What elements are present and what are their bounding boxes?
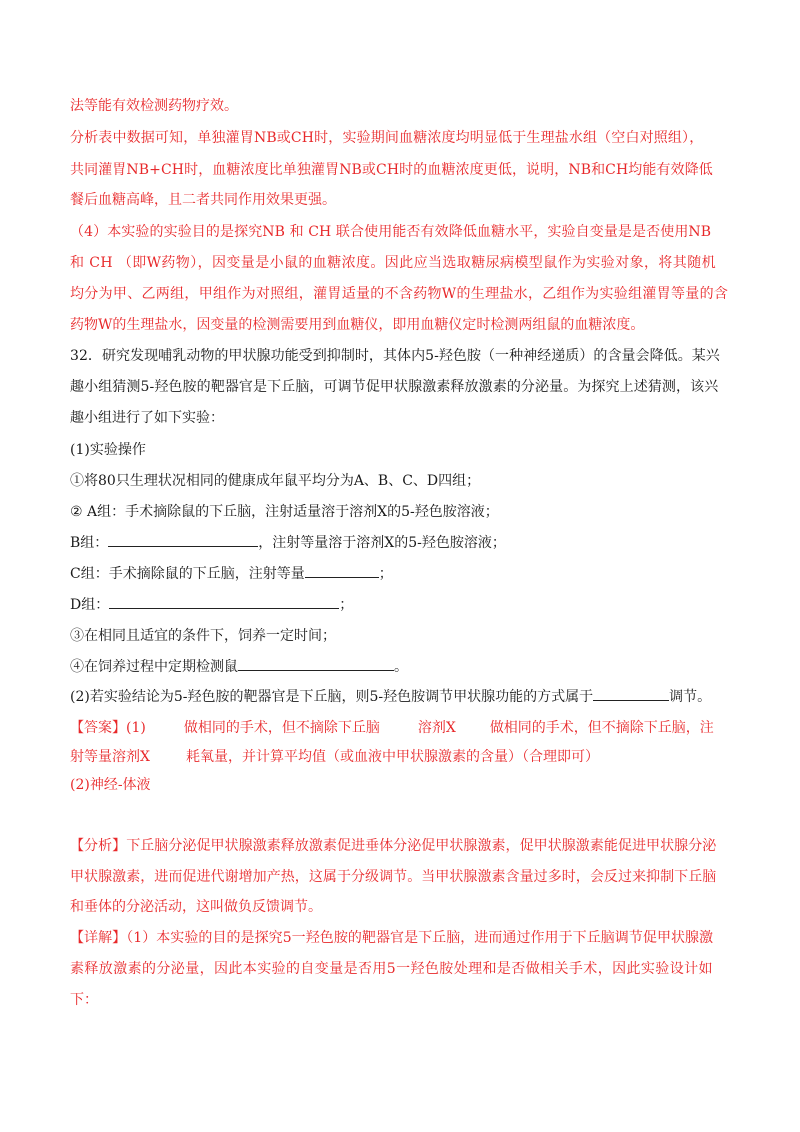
- text-line: 趣小组进行了如下实验：: [70, 410, 224, 426]
- text-line: 法等能有效检测药物疗效。: [70, 98, 238, 114]
- text-line: 和 CH （即W药物），因变量是小鼠的血糖浓度。因此应当选取糖尿病模型鼠作为实验对象，将其随机: [70, 255, 717, 271]
- label: 调节。: [669, 689, 712, 705]
- label: (2)若实验结论为5-羟色胺的靶器官是下丘脑，则5-羟色胺调节甲状腺功能的方式属于: [70, 689, 594, 705]
- label: B组：: [70, 535, 109, 551]
- text-line: 药物W的生理盐水，因变量的检测需要用到血糖仪，即用血糖仪定时检测两组鼠的血糖浓度。: [70, 317, 645, 333]
- fill-blank[interactable]: [109, 594, 339, 609]
- text-line: ② A组：手术摘除鼠的下丘脑，注射适量溶于溶剂X的5-羟色胺溶液；: [70, 504, 499, 520]
- label: ；: [339, 597, 354, 613]
- question-part-2: [70, 686, 711, 707]
- text-line: ③在相同且适宜的条件下，饲养一定时间；: [70, 628, 336, 644]
- text-line: 素释放激素的分泌量，因此本实验的自变量是否用5一羟色胺处理和是否做相关手术，因此实验设计如: [70, 961, 713, 977]
- label: ，注射等量溶于溶剂X的5-羟色胺溶液；: [258, 535, 506, 551]
- text-line: 下：: [70, 992, 98, 1008]
- group-b-line: [70, 532, 506, 553]
- text-line: 和垂体的分泌活动，这叫做负反馈调节。: [70, 899, 322, 915]
- question-32-stem: 32．研究发现哺乳动物的甲状腺功能受到抑制时，其体内5-羟色胺（一种神经递质）的含量会降低。某兴: [70, 348, 720, 364]
- text-line: 趣小组猜测5-羟色胺的靶器官是下丘脑，可调节促甲状腺激素释放激素的分泌量。为探究上述猜测，该兴: [70, 379, 719, 395]
- fill-blank[interactable]: [108, 532, 258, 547]
- subheading: (1)实验操作: [70, 442, 146, 458]
- text-line: 甲状腺激素，进而促进代谢增加产热，这属于分级调节。当甲状腺激素含量过多时，会反过来抑制下丘脑: [70, 869, 717, 885]
- label: D组：: [70, 597, 110, 613]
- text-line: 均分为甲、乙两组，甲组作为对照组，灌胃适量的不含药物W的生理盐水，乙组作为实验组灌胃等量的含: [70, 286, 729, 302]
- text-line: 分析表中数据可知，单独灌胃NB或CH时，实验期间血糖浓度均明显低于生理盐水组（空白对照组），: [70, 130, 704, 146]
- label: ；: [378, 566, 393, 582]
- label: C组：手术摘除鼠的下丘脑，注射等量: [70, 566, 305, 582]
- text-line: 共同灌胃NB+CH时，血糖浓度比单独灌胃NB或CH时的血糖浓度更低，说明，NB和CH均能有效降低: [70, 162, 713, 178]
- answer-blank-3: 做相同的手术，但不摘除下丘脑，注: [489, 720, 714, 736]
- label: 。: [394, 659, 408, 675]
- analysis-line: 【分析】下丘脑分泌促甲状腺激素释放激素促进垂体分泌促甲状腺激素，促甲状腺激素能促进甲状腺分泌: [70, 838, 717, 854]
- answer-blank-3-cont: 射等量溶剂X: [70, 749, 150, 765]
- fill-blank[interactable]: [305, 563, 379, 578]
- fill-blank[interactable]: [238, 656, 394, 671]
- text-line: 餐后血糖高峰，且二者共同作用效果更强。: [70, 192, 336, 208]
- label: ④在饲养过程中定期检测鼠: [70, 659, 238, 675]
- answer-label: 【答案】(1): [70, 720, 146, 736]
- group-c-line: [70, 563, 393, 584]
- answer-blank-4: 耗氧量，并计算平均值（或血液中甲状腺激素的含量）（合理即可）: [185, 749, 599, 765]
- answer-line: [70, 718, 714, 738]
- step-4-line: [70, 656, 408, 677]
- text-line: ①将80只生理状况相同的健康成年鼠平均分为A、B、C、D四组；: [70, 473, 481, 489]
- answer-line: [70, 747, 599, 767]
- group-d-line: [70, 594, 353, 615]
- text-line: （4）本实验的实验目的是探究NB 和 CH 联合使用能否有效降低血糖水平，实验自变量是是否使用NB: [70, 224, 712, 240]
- answer-blank-1: 做相同的手术，但不摘除下丘脑: [183, 720, 380, 736]
- explanation-line: 【详解】（1）本实验的目的是探究5一羟色胺的靶器官是下丘脑，进而通过作用于下丘脑调节促甲状腺激: [70, 930, 714, 946]
- answer-blank-2: 溶剂X: [417, 720, 456, 736]
- fill-blank[interactable]: [593, 686, 669, 701]
- answer-part-2: (2)神经-体液: [70, 777, 151, 793]
